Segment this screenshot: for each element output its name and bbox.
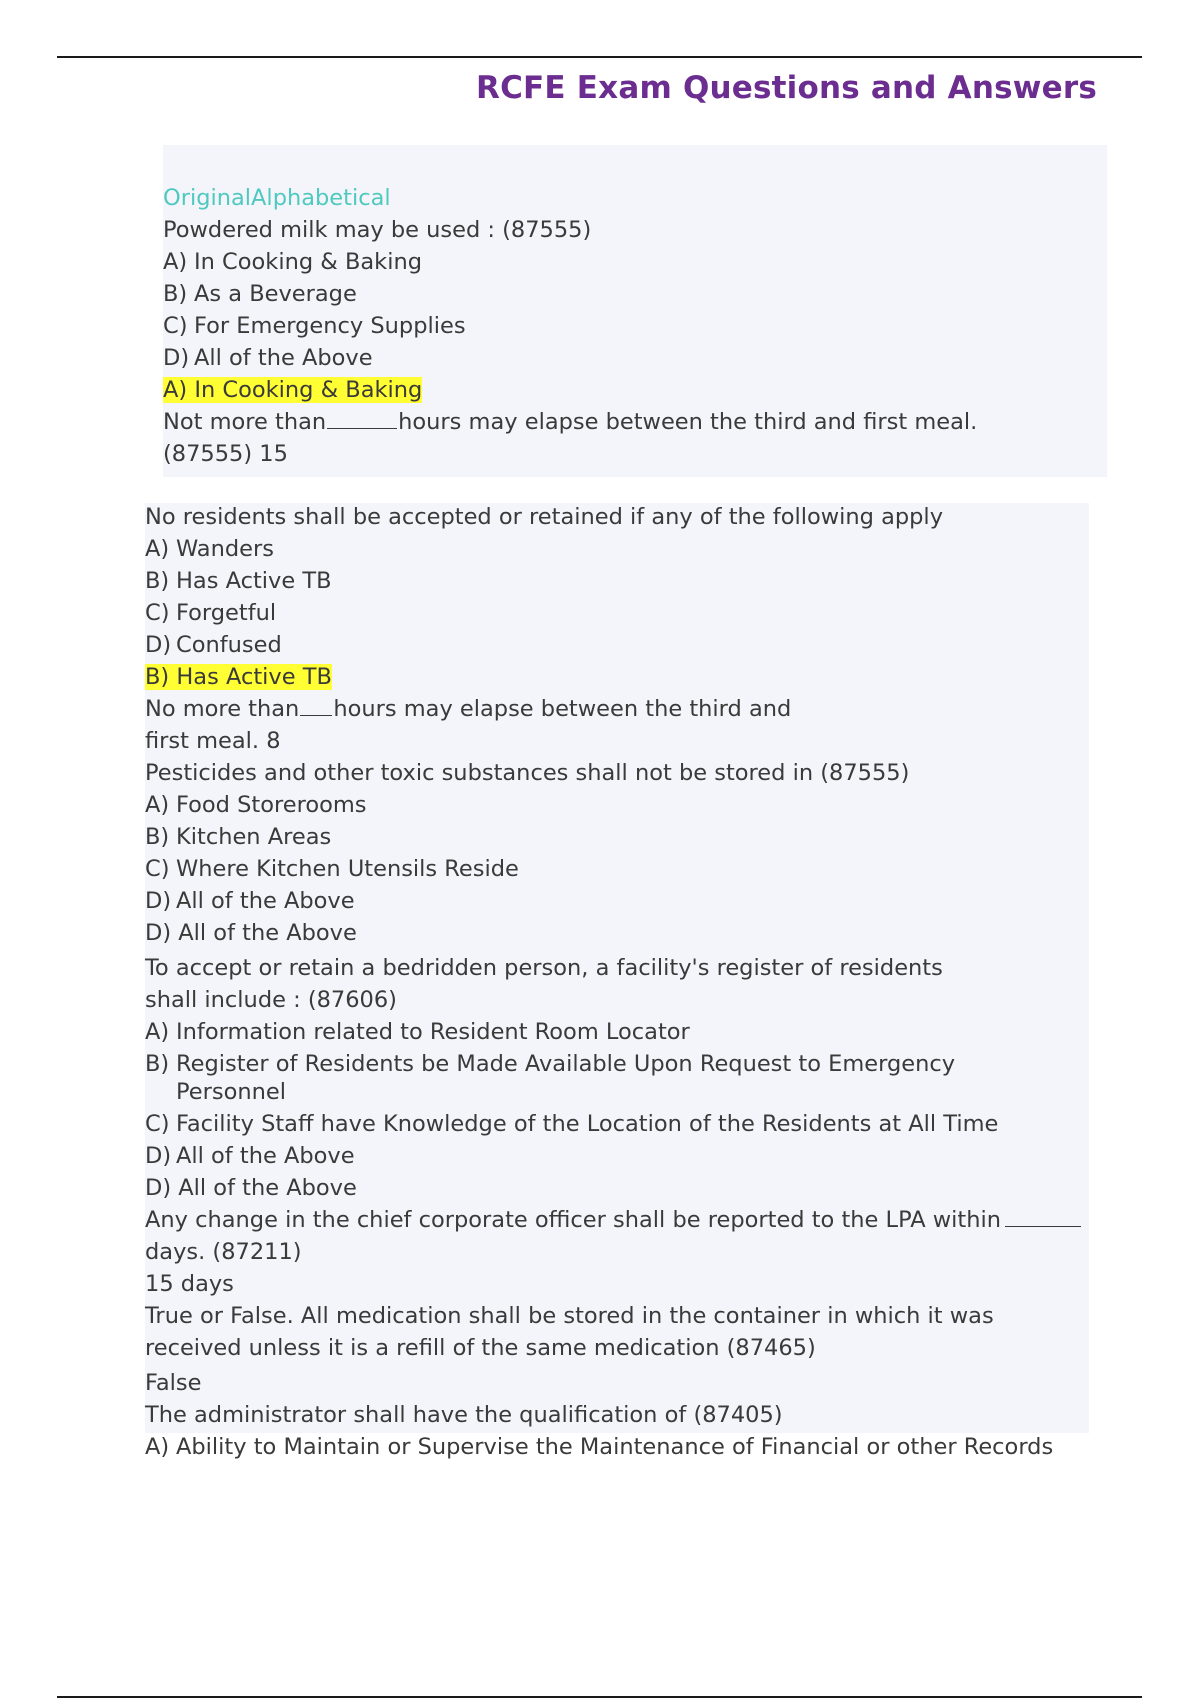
question-text: The administrator shall have the qualification of (87405)	[145, 1402, 783, 1428]
option-text: For Emergency Supplies	[194, 313, 466, 339]
option-letter: B)	[145, 824, 170, 850]
option-text: Wanders	[176, 536, 274, 562]
option-letter: C)	[145, 600, 170, 626]
sort-tabs[interactable]: OriginalAlphabetical	[163, 185, 391, 211]
option-letter: A)	[145, 1019, 170, 1045]
option-letter: C)	[163, 313, 188, 339]
top-rule	[57, 56, 1142, 58]
option	[145, 1431, 1082, 1491]
option	[145, 565, 1082, 597]
answer: D) All of the Above	[145, 1175, 357, 1201]
question-text	[145, 1204, 1082, 1236]
question-text: No residents shall be accepted or retained if any of the following apply	[145, 504, 944, 530]
option	[145, 885, 1082, 917]
answer: 15 days	[145, 1271, 234, 1297]
option	[163, 246, 977, 278]
question-text	[145, 693, 1082, 725]
option-text: Facility Staff have Knowledge of the Location of the Residents at All Time	[176, 1111, 999, 1137]
answer: (87555) 15	[163, 441, 288, 467]
fill-blank	[1005, 1226, 1081, 1227]
question-text: True or False. All medication shall be stored in the container in which it was	[145, 1303, 994, 1329]
option	[145, 789, 1082, 821]
option	[145, 597, 1082, 629]
question-text: Pesticides and other toxic substances shall not be stored in (87555)	[145, 760, 910, 786]
question-text: Powdered milk may be used : (87555)	[163, 217, 592, 243]
option-letter: B)	[145, 568, 170, 594]
question-text-line: Any change in the chief corporate officer shall be reported to the LPA within	[145, 1207, 1002, 1233]
option-letter: A)	[145, 1434, 170, 1460]
option-letter: C)	[145, 1111, 170, 1137]
option-text: Food Storerooms	[176, 792, 367, 818]
answer-highlight: A) In Cooking & Baking	[163, 377, 423, 403]
option	[145, 1140, 1082, 1172]
question-text	[163, 406, 977, 438]
answer	[163, 374, 977, 406]
option-letter: D)	[145, 632, 172, 658]
answer: D) All of the Above	[145, 920, 357, 946]
option-text: Has Active TB	[176, 568, 332, 594]
option-text: Kitchen Areas	[176, 824, 332, 850]
answer-highlight: B) Has Active TB	[145, 664, 332, 690]
question-text-continued: received unless it is a refill of the same medication (87465)	[145, 1335, 816, 1361]
bottom-rule	[57, 1696, 1142, 1698]
answer	[145, 661, 1082, 693]
option	[163, 278, 977, 310]
option-text: Where Kitchen Utensils Reside	[176, 856, 519, 882]
option-letter: D)	[145, 888, 172, 914]
option-text: Register of Residents be Made Available Upon Request to Emergency Personnel	[176, 1051, 956, 1105]
fill-blank	[327, 428, 397, 429]
option-text: As a Beverage	[194, 281, 357, 307]
option-text: Ability to Maintain or Supervise the Maintenance of Financial or other Records	[176, 1434, 1054, 1460]
option-letter: B)	[163, 281, 188, 307]
option-text: In Cooking & Baking	[194, 249, 423, 275]
answer: first meal. 8	[145, 728, 281, 754]
option	[145, 1016, 1082, 1048]
option	[163, 310, 977, 342]
question-text-before: No more than	[145, 696, 300, 722]
option	[145, 1048, 1082, 1108]
option-text: Forgetful	[176, 600, 277, 626]
answer: False	[145, 1370, 202, 1396]
question-text-after: hours may elapse between the third and	[333, 696, 792, 722]
option-letter: D)	[145, 1143, 172, 1169]
question-group-2	[145, 501, 1082, 1491]
question-group-1	[163, 182, 977, 470]
option	[163, 342, 977, 374]
option-letter: D)	[163, 345, 190, 371]
option-letter: C)	[145, 856, 170, 882]
option	[145, 1108, 1082, 1140]
option	[145, 533, 1082, 565]
option-letter: A)	[163, 249, 188, 275]
option-text: All of the Above	[176, 1143, 355, 1169]
document-title: RCFE Exam Questions and Answers	[476, 70, 1097, 106]
question-text: To accept or retain a bedridden person, a facility's register of residents	[145, 955, 943, 981]
fill-blank	[300, 715, 332, 716]
option-letter: A)	[145, 792, 170, 818]
question-text-continued: shall include : (87606)	[145, 987, 397, 1013]
question-text-after: hours may elapse between the third and first meal.	[398, 409, 978, 435]
option	[145, 821, 1082, 853]
option-text: Confused	[176, 632, 282, 658]
option	[145, 853, 1082, 885]
option-text: All of the Above	[194, 345, 373, 371]
option	[145, 629, 1082, 661]
question-text-continued: days. (87211)	[145, 1239, 302, 1265]
option-text: Information related to Resident Room Locator	[176, 1019, 690, 1045]
option-letter: B)	[145, 1051, 170, 1077]
option-letter: A)	[145, 536, 170, 562]
question-text-before: Not more than	[163, 409, 327, 435]
option-text: All of the Above	[176, 888, 355, 914]
